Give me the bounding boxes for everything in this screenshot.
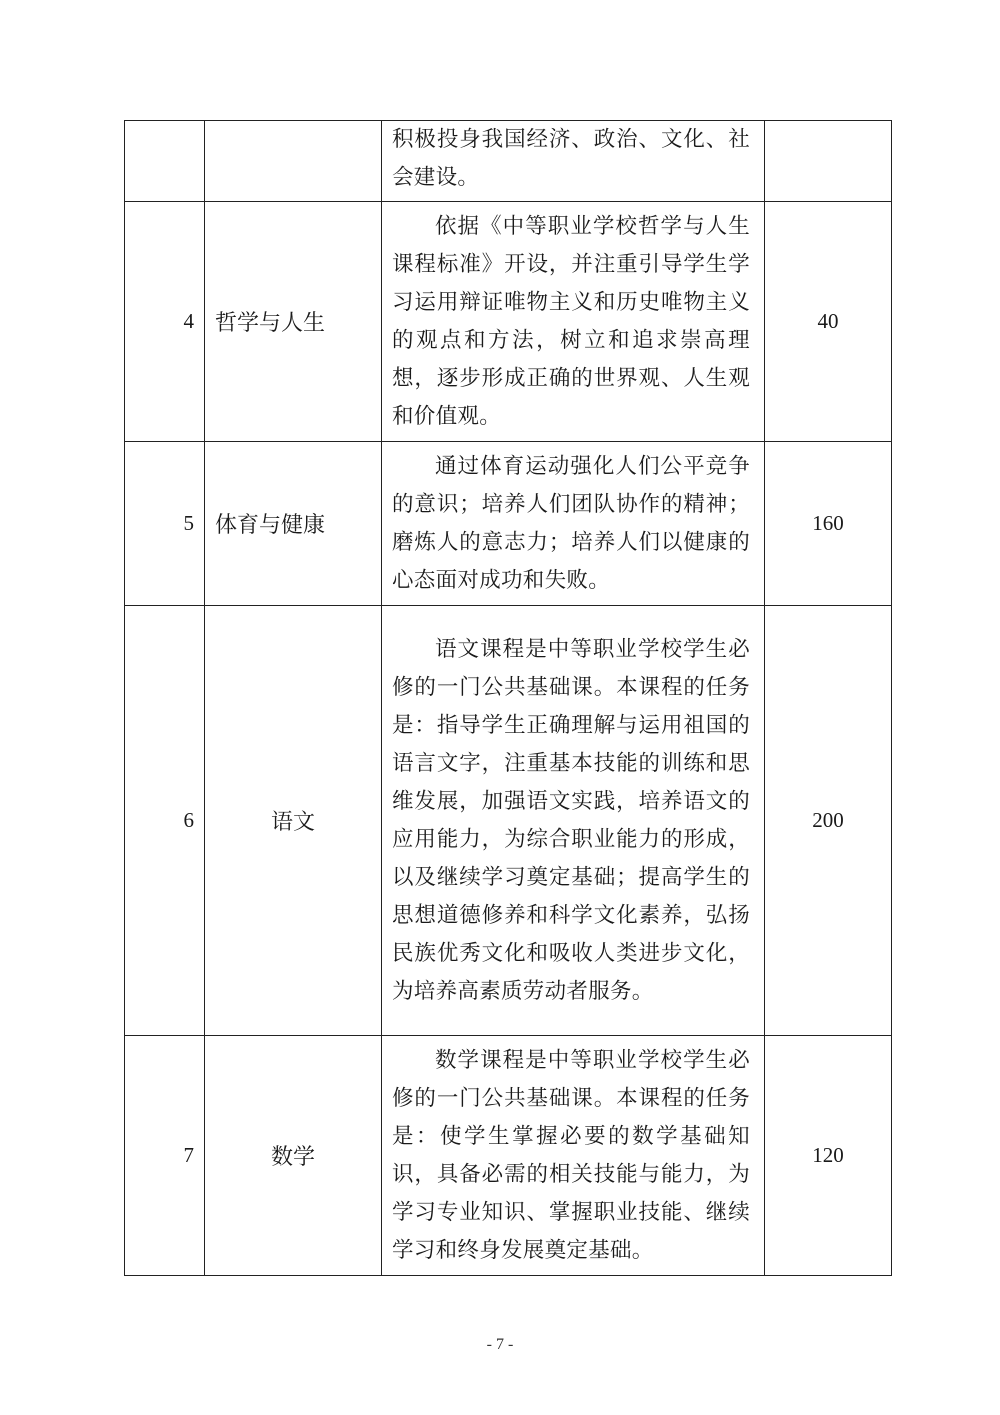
course-name: 体育与健康 xyxy=(205,442,382,606)
course-hours xyxy=(765,121,892,202)
description-text: 积极投身我国经济、政治、文化、社会建设。 xyxy=(392,127,750,190)
description-text: 数学课程是中等职业学校学生必修的一门公共基础课。本课程的任务是：使学生掌握必要的数学基础知识，具备必需的相关技能与能力，为学习专业知识、掌握职业技能、继续学习和终身发展奠定基础。 xyxy=(392,1047,750,1263)
course-name: 哲学与人生 xyxy=(205,202,382,442)
row-number: 5 xyxy=(125,442,205,606)
course-table xyxy=(124,120,892,1276)
course-description xyxy=(382,606,765,1036)
course-name: 数学 xyxy=(205,1036,382,1276)
row-number xyxy=(125,121,205,202)
table-row xyxy=(125,121,892,202)
description-text: 通过体育运动强化人们公平竞争的意识；培养人们团队协作的精神；磨炼人的意志力；培养人们以健康的心态面对成功和失败。 xyxy=(392,453,750,593)
row-number: 4 xyxy=(125,202,205,442)
course-name xyxy=(205,121,382,202)
row-number: 6 xyxy=(125,606,205,1036)
course-hours: 160 xyxy=(765,442,892,606)
course-description xyxy=(382,121,765,202)
table-row xyxy=(125,202,892,442)
course-description xyxy=(382,202,765,442)
course-name: 语文 xyxy=(205,606,382,1036)
description-text: 语文课程是中等职业学校学生必修的一门公共基础课。本课程的任务是：指导学生正确理解与运用祖国的语言文字，注重基本技能的训练和思维发展，加强语文实践，培养语文的应用能力，为综合职业能力的形成，以及继续学习奠定基础；提高学生的思想道德修养和科学文化素养，弘扬民族优秀文化和吸收人类进步文化，为培养高素质劳动者服务。 xyxy=(392,636,750,1004)
table-row xyxy=(125,442,892,606)
course-description xyxy=(382,442,765,606)
table-row xyxy=(125,1036,892,1276)
course-hours: 120 xyxy=(765,1036,892,1276)
table-row xyxy=(125,606,892,1036)
row-number: 7 xyxy=(125,1036,205,1276)
description-text: 依据《中等职业学校哲学与人生课程标准》开设，并注重引导学生学习运用辩证唯物主义和历史唯物主义的观点和方法，树立和追求崇高理想，逐步形成正确的世界观、人生观和价值观。 xyxy=(392,213,750,429)
course-hours: 40 xyxy=(765,202,892,442)
course-description xyxy=(382,1036,765,1276)
course-hours: 200 xyxy=(765,606,892,1036)
page-number: - 7 - xyxy=(486,1336,514,1353)
